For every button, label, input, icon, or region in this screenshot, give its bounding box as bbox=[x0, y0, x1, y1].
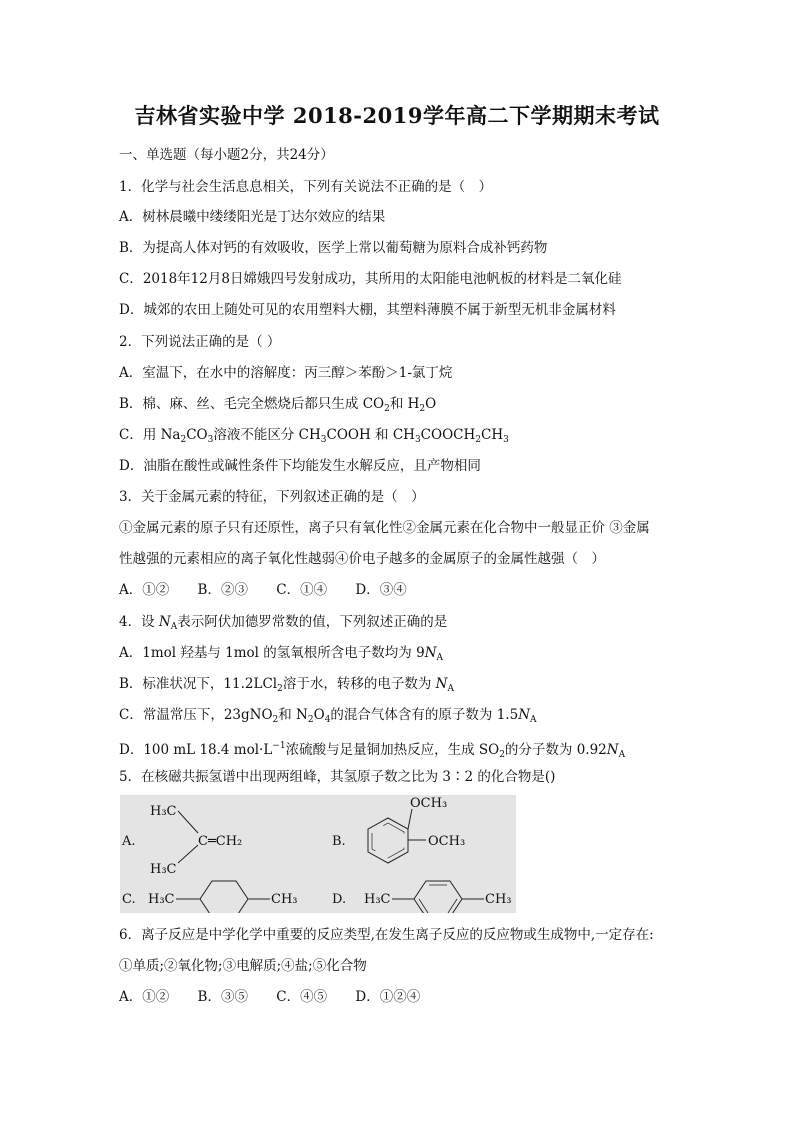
q5-b-bond-top bbox=[408, 809, 412, 829]
q6-option-a: A．①② bbox=[119, 989, 170, 1005]
q5-b-methoxy-top: OCH₃ bbox=[410, 796, 448, 811]
q1-option-a: A．树林晨曦中缕缕阳光是丁达尔效应的结果 bbox=[119, 209, 386, 225]
q4-option-d: D．100 mL 18.4 $mol\cdot L^{-1}$浓硫酸与足量铜加热反应，生成 $SO_2$的分子数为 $0.92N_A$ bbox=[119, 741, 626, 760]
q5-label-a: A. bbox=[122, 834, 136, 849]
q5-b-benzene-ring bbox=[368, 818, 408, 863]
q3-option-d: D．③④ bbox=[355, 582, 407, 598]
q5-label-c: C. bbox=[122, 892, 136, 907]
q5-d-double-bond-3 bbox=[419, 899, 428, 913]
q5-structures-figure bbox=[120, 795, 516, 913]
q3-statement-line1: ①金属元素的原子只有还原性，离子只有氧化性②金属元素在化合物中一般显正价 ③金属 bbox=[119, 520, 650, 536]
q3-option-c: C．①④ bbox=[276, 582, 328, 598]
q5-label-d: D. bbox=[332, 892, 347, 907]
q3-statement-line2: 性越强的元素相应的离子氧化性越弱④价电子越多的金属原子的金属性越强（ ） bbox=[119, 551, 605, 567]
q6-option-d: D．①②④ bbox=[355, 989, 421, 1005]
q6-options bbox=[119, 987, 444, 1007]
q2-option-d: D．油脂在酸性或碱性条件下均能发生水解反应，且产物相同 bbox=[119, 458, 481, 474]
q2-option-b: B．棉、麻、丝、毛完全燃烧后都只生成 $CO_2$和 $H_2O$ bbox=[119, 396, 437, 414]
q4-option-a: A．1mol 羟基与 1mol 的氢氧根所含电子数均为 $9N_A$ bbox=[119, 645, 443, 663]
q3-option-b: B．②③ bbox=[197, 582, 248, 598]
q2-stem: 2．下列说法正确的是（ ） bbox=[119, 334, 281, 350]
q2-option-c: C．用 $Na_2CO_3$溶液不能区分 $CH_3COOH$ 和 $CH_3COOCH_2CH_3$ bbox=[119, 427, 509, 445]
q5-b-methoxy-right: OCH₃ bbox=[428, 834, 466, 849]
q4-stem: 4．设 $N_A$表示阿伏加德罗常数的值，下列叙述正确的是 bbox=[119, 614, 448, 632]
q5-d-double-bond-2 bbox=[448, 899, 457, 913]
q5-a-methyl-top: H₃C bbox=[150, 804, 177, 819]
q5-c-cyclohexane-ring bbox=[200, 881, 248, 913]
q1-option-b: B．为提高人体对钙的有效吸收，医学上常以葡萄糖为原料合成补钙药物 bbox=[119, 240, 548, 256]
q4-option-c: C．常温常压下，23gNO$_2$和 $N_2O_4$的混合气体含有的原子数为 $1.5N_A$ bbox=[119, 707, 537, 725]
q5-label-b: B. bbox=[332, 834, 346, 849]
q3-stem: 3．关于金属元素的特征，下列叙述正确的是（ ） bbox=[119, 489, 425, 505]
q2-option-a: A．室温下，在水中的溶解度：丙三醇＞苯酚＞1-氯丁烷 bbox=[119, 365, 453, 381]
q5-c-methyl-left: H₃C bbox=[148, 892, 175, 907]
q5-a-bond-top bbox=[178, 811, 198, 833]
q1-stem: 1．化学与社会生活息息相关，下列有关说法不正确的是（ ） bbox=[119, 179, 493, 195]
q6-stem: 6．离子反应是中学化学中重要的反应类型,在发生离子反应的反应物或生成物中,一定存在: bbox=[119, 927, 654, 943]
q6-option-b: B．③⑤ bbox=[197, 989, 248, 1005]
q5-d-methyl-left: H₃C bbox=[364, 892, 391, 907]
q5-stem: 5．在核磁共振氢谱中出现两组峰，其氢原子数之比为 3∶2 的化合物是() bbox=[119, 769, 556, 785]
q6-option-c: C．④⑤ bbox=[276, 989, 328, 1005]
q4-option-b: B．标准状况下，11.2LCl$_2$溶于水，转移的电子数为 $N_A$ bbox=[119, 676, 454, 694]
q6-items: ①单质;②氧化物;③电解质;④盐;⑤化合物 bbox=[119, 958, 367, 974]
q5-b-benzene-inner bbox=[372, 823, 404, 858]
q1-option-c: C．2018年12月8日嫦娥四号发射成功，其所用的太阳能电池帆板的材料是二氧化硅 bbox=[119, 271, 622, 287]
q1-option-d: D．城郊的农田上随处可见的农用塑料大棚，其塑料薄膜不属于新型无机非金属材料 bbox=[119, 302, 616, 318]
q5-a-bond-bottom bbox=[178, 845, 198, 863]
q3-options bbox=[119, 580, 431, 600]
q5-d-benzene-ring bbox=[414, 881, 462, 913]
q5-c-methyl-right: CH₃ bbox=[271, 892, 298, 907]
q5-a-methyl-bottom: H₃C bbox=[150, 862, 177, 877]
section-heading: 一、单选题（每小题2分，共24分） bbox=[119, 147, 334, 163]
q3-option-a: A．①② bbox=[119, 582, 170, 598]
exam-title: 吉林省实验中学 2018-2019学年高二下学期期末考试 bbox=[134, 103, 660, 128]
q5-a-alkene: C═CH₂ bbox=[198, 834, 243, 849]
q5-d-methyl-right: CH₃ bbox=[485, 892, 512, 907]
